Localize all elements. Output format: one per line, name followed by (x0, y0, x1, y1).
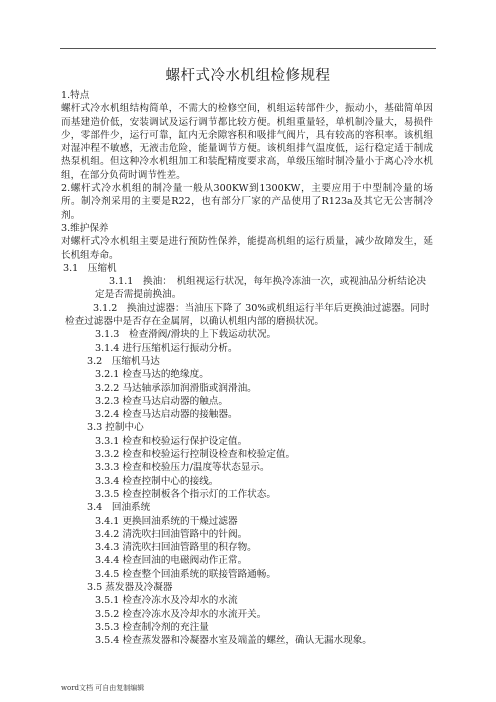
list-item: 3.5.4 检查蒸发器和冷凝器水室及端盖的螺丝，确认无漏水现象。 (95, 635, 372, 647)
paragraph: 螺杆式冷水机组结构简单，不需大的检修空间，机组运转部件少，振动小，基础简单因而基建造价低，安装调试及运行调节都比较方便。机组重量轻，单机制冷量大，易损件少，零部件少，运行可靠，缸内无余隙容积和吸排气阀片，具有较高的容积率。该机组对湿冲程不敏感，无液击危险，能量调节方便。该机组排气温度低，运行稳定适于制成热泵机组。但这种冷水机组加工和装配精度要求高，单级压缩时制冷量小于离心冷水机组，在部分负荷时调节性差。 (61, 103, 433, 181)
list-item: 3.1.1 换油： 机组视运行状况，每年换冷冻油一次，或视油品分析结论决定是否需提前换油。 (95, 276, 427, 301)
document-title: 螺杆式冷水机组检修规程 (165, 68, 331, 84)
document-body (61, 89, 433, 647)
subsection-heading: 3.4 回油系统 (87, 502, 151, 514)
section-heading: 1.特点 (61, 90, 90, 101)
list-item: 3.2.4 检查马达启动器的接触器。 (95, 409, 238, 421)
paragraph: 2.螺杆式冷水机组的制冷量一般从300KW到1300KW，主要应用于中型制冷量的场所。制冷剂采用的主要是R22，也有部分厂家的产品使用了R123a及其它无公害制冷剂。 (61, 183, 433, 221)
list-item: 3.4.1 更换回油系统的干燥过滤器 (95, 515, 238, 527)
subsection-heading: 3.3 控制中心 (87, 422, 144, 434)
page-footer: word文档 可自由复制编辑 (61, 684, 145, 692)
list-item: 3.1.4 进行压缩机运行振动分析。 (95, 342, 238, 354)
list-item: 3.1.2 换油过滤器：当油压下降了 30%或机组运行半年后更换油过滤器。同时检查过滤器中是否存在金属屑，以确认机组内部的磨损状况。 (65, 302, 430, 328)
list-item: 3.5.3 检查制冷剂的充注量 (95, 621, 209, 633)
subsection-heading: 3.2 压缩机马达 (87, 355, 160, 367)
list-item: 3.3.4 检查控制中心的接线。 (95, 475, 219, 487)
list-item: 3.3.5 检查控制板各个指示灯的工作状态。 (95, 488, 276, 500)
list-item: 3.3.3 检查和校验压力/温度等状态显示。 (95, 462, 270, 474)
list-item: 3.4.3 清洗吹扫回油管路里的积存物。 (95, 542, 257, 554)
list-item: 3.2.2 马达轴承添加润滑脂或润滑油。 (95, 382, 257, 394)
list-item: 3.4.5 检查整个回油系统的联接管路通畅。 (95, 568, 276, 580)
section-heading: 3.维护保养 (61, 222, 109, 234)
list-item: 3.5.2 检查冷冻水及冷却水的水流开关。 (95, 608, 267, 620)
list-item: 3.1.3 检查滑阀/滑块的上下载运动状况。 (95, 329, 277, 341)
list-item: 3.3.2 检查和校验运行控制设检查和校验定值。 (95, 449, 296, 461)
list-item: 3.2.3 检查马达启动器的触点。 (95, 395, 228, 407)
paragraph: 对螺杆式冷水机组主要是进行预防性保养，能提高机组的运行质量，减少故障发生，延长机组寿命。 (61, 236, 433, 261)
list-item: 3.4.2 清洗吹扫回油管路中的针阀。 (95, 528, 248, 540)
subsection-heading: 3.1 压缩机 (63, 262, 117, 274)
subsection-heading: 3.5 蒸发器及冷凝器 (87, 581, 173, 593)
list-item: 3.3.1 检查和校验运行保护设定值。 (95, 435, 248, 447)
list-item: 3.5.1 检查冷冻水及冷却水的水流 (95, 595, 238, 607)
list-item: 3.4.4 检查回油的电磁阀动作正常。 (95, 555, 248, 567)
header-rule (60, 48, 436, 49)
list-item: 3.2.1 检查马达的绝缘度。 (95, 369, 209, 381)
